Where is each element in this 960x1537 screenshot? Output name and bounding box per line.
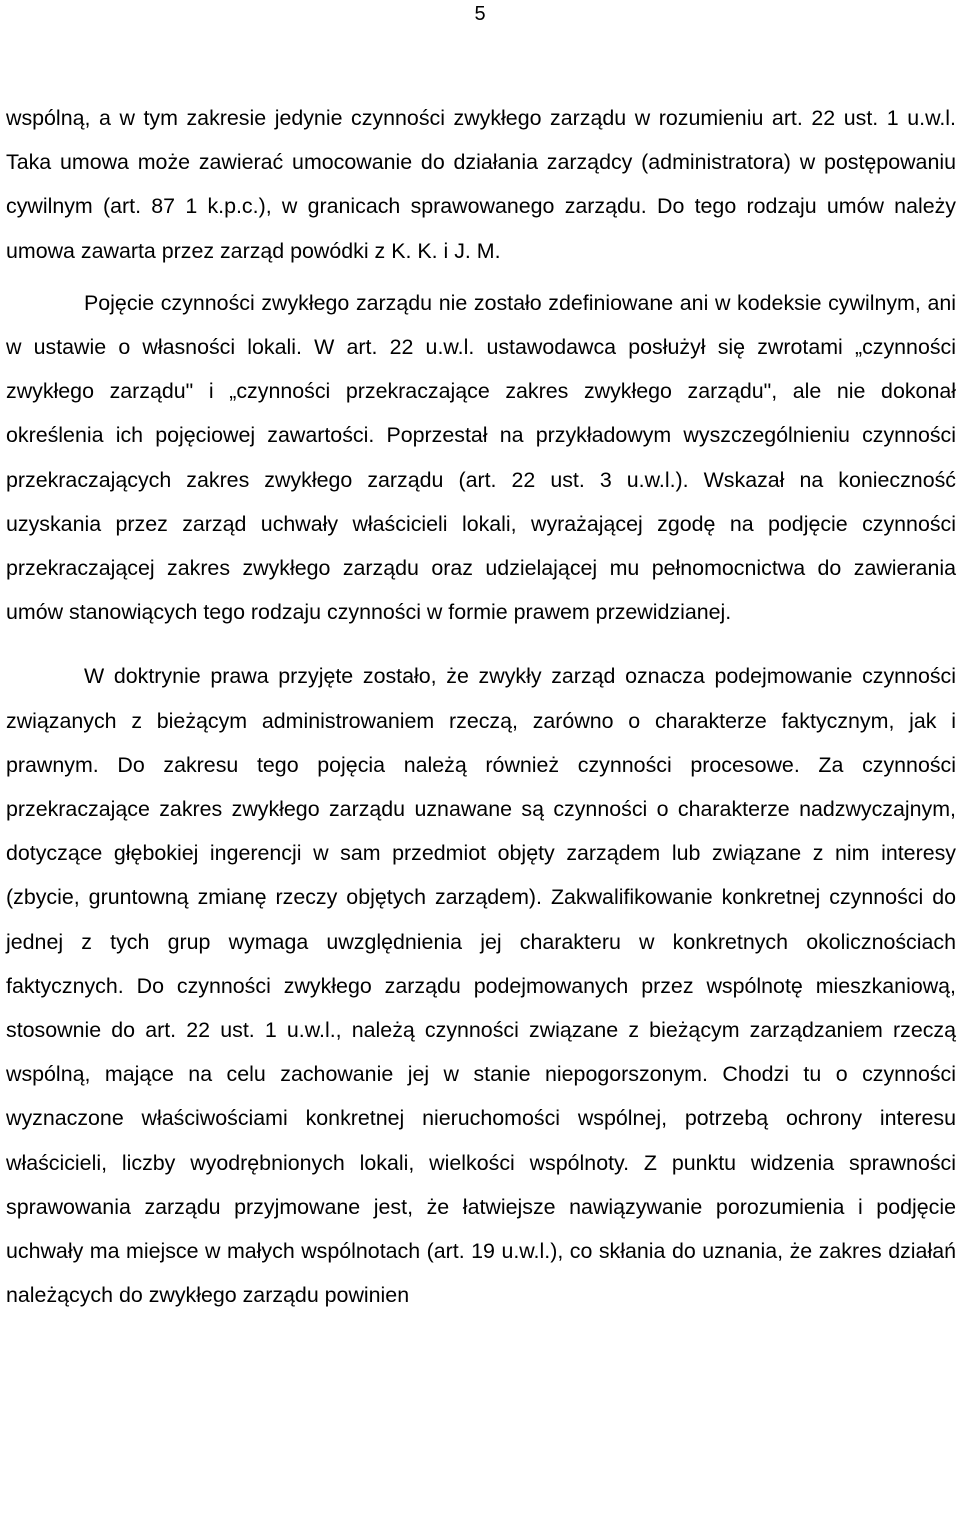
paragraph-1: wspólną, a w tym zakresie jedynie czynności zwykłego zarządu w rozumieniu art. 22 ust. 1 u.w.l. Taka umowa może zawierać umocowanie do działania zarządcy (administratora) w postępowaniu cywilnym (art. 87 1 k.p.c.), w granicach sprawowanego zarządu. Do tego rodzaju umów należy umowa zawarta przez zarząd powódki z K. K. i J. M. — [6, 106, 956, 263]
paragraph-2: Pojęcie czynności zwykłego zarządu nie zostało zdefiniowane ani w kodeksie cywilnym, ani w ustawie o własności lokali. W art. 22 u.w.l. ustawodawca posłużył się zwrotami „czynności zwykłego zarządu" i „czynności przekraczające zakres zwykłego zarządu", ale nie dokonał określenia ich pojęciowej zawartości. Poprzestał na przykładowym wyszczególnieniu czynności przekraczających zakres zwykłego zarządu (art. 22 ust. 3 u.w.l.). Wskazał na konieczność uzyskania przez zarząd uchwały właścicieli lokali, wyrażającej zgodę na podjęcie czynności przekraczającej zakres zwykłego zarządu oraz udzielającej mu pełnomocnictwa do zawierania umów stanowiących tego rodzaju czynności w formie prawem przewidzianej. — [6, 290, 956, 625]
paragraph-3: W doktrynie prawa przyjęte zostało, że zwykły zarząd oznacza podejmowanie czynności związanych z bieżącym administrowaniem rzeczą, zarówno o charakterze faktycznym, jak i prawnym. Do zakresu tego pojęcia należą również czynności procesowe. Za czynności przekraczające zakres zwykłego zarządu uznawane są czynności o charakterze nadzwyczajnym, dotyczące głębokiej ingerencji w sam przedmiot objęty zarządem lub związane z nim interesy (zbycie, gruntowną zmianę rzeczy objętych zarządem). Zakwalifikowanie konkretnej czynności do jednej z tych grup wymaga uwzględnienia jej charakteru w konkretnych okolicznościach faktycznych. Do czynności zwykłego zarządu podejmowanych przez wspólnotę mieszkaniową, stosownie do art. 22 ust. 1 u.w.l., należą czynności związane z bieżącym zarządzaniem rzeczą wspólną, mające na celu zachowanie jej w stanie niepogorszonym. Chodzi tu o czynności wyznaczone właściwościami konkretnej nieruchomości wspólnej, potrzebą ochrony interesu właścicieli, liczby wyodrębnionych lokali, wielkości wspólnoty. Z punktu widzenia sprawności sprawowania zarządu przyjmowane jest, że łatwiejsze nawiązywanie porozumienia i podjęcie uchwały ma miejsce w małych wspólnotach (art. 19 u.w.l.), co skłania do uznania, że zakres działań należących do zwykłego zarządu powinien — [6, 664, 956, 1308]
document-body — [6, 96, 956, 1317]
page-number: 5 — [474, 3, 486, 25]
